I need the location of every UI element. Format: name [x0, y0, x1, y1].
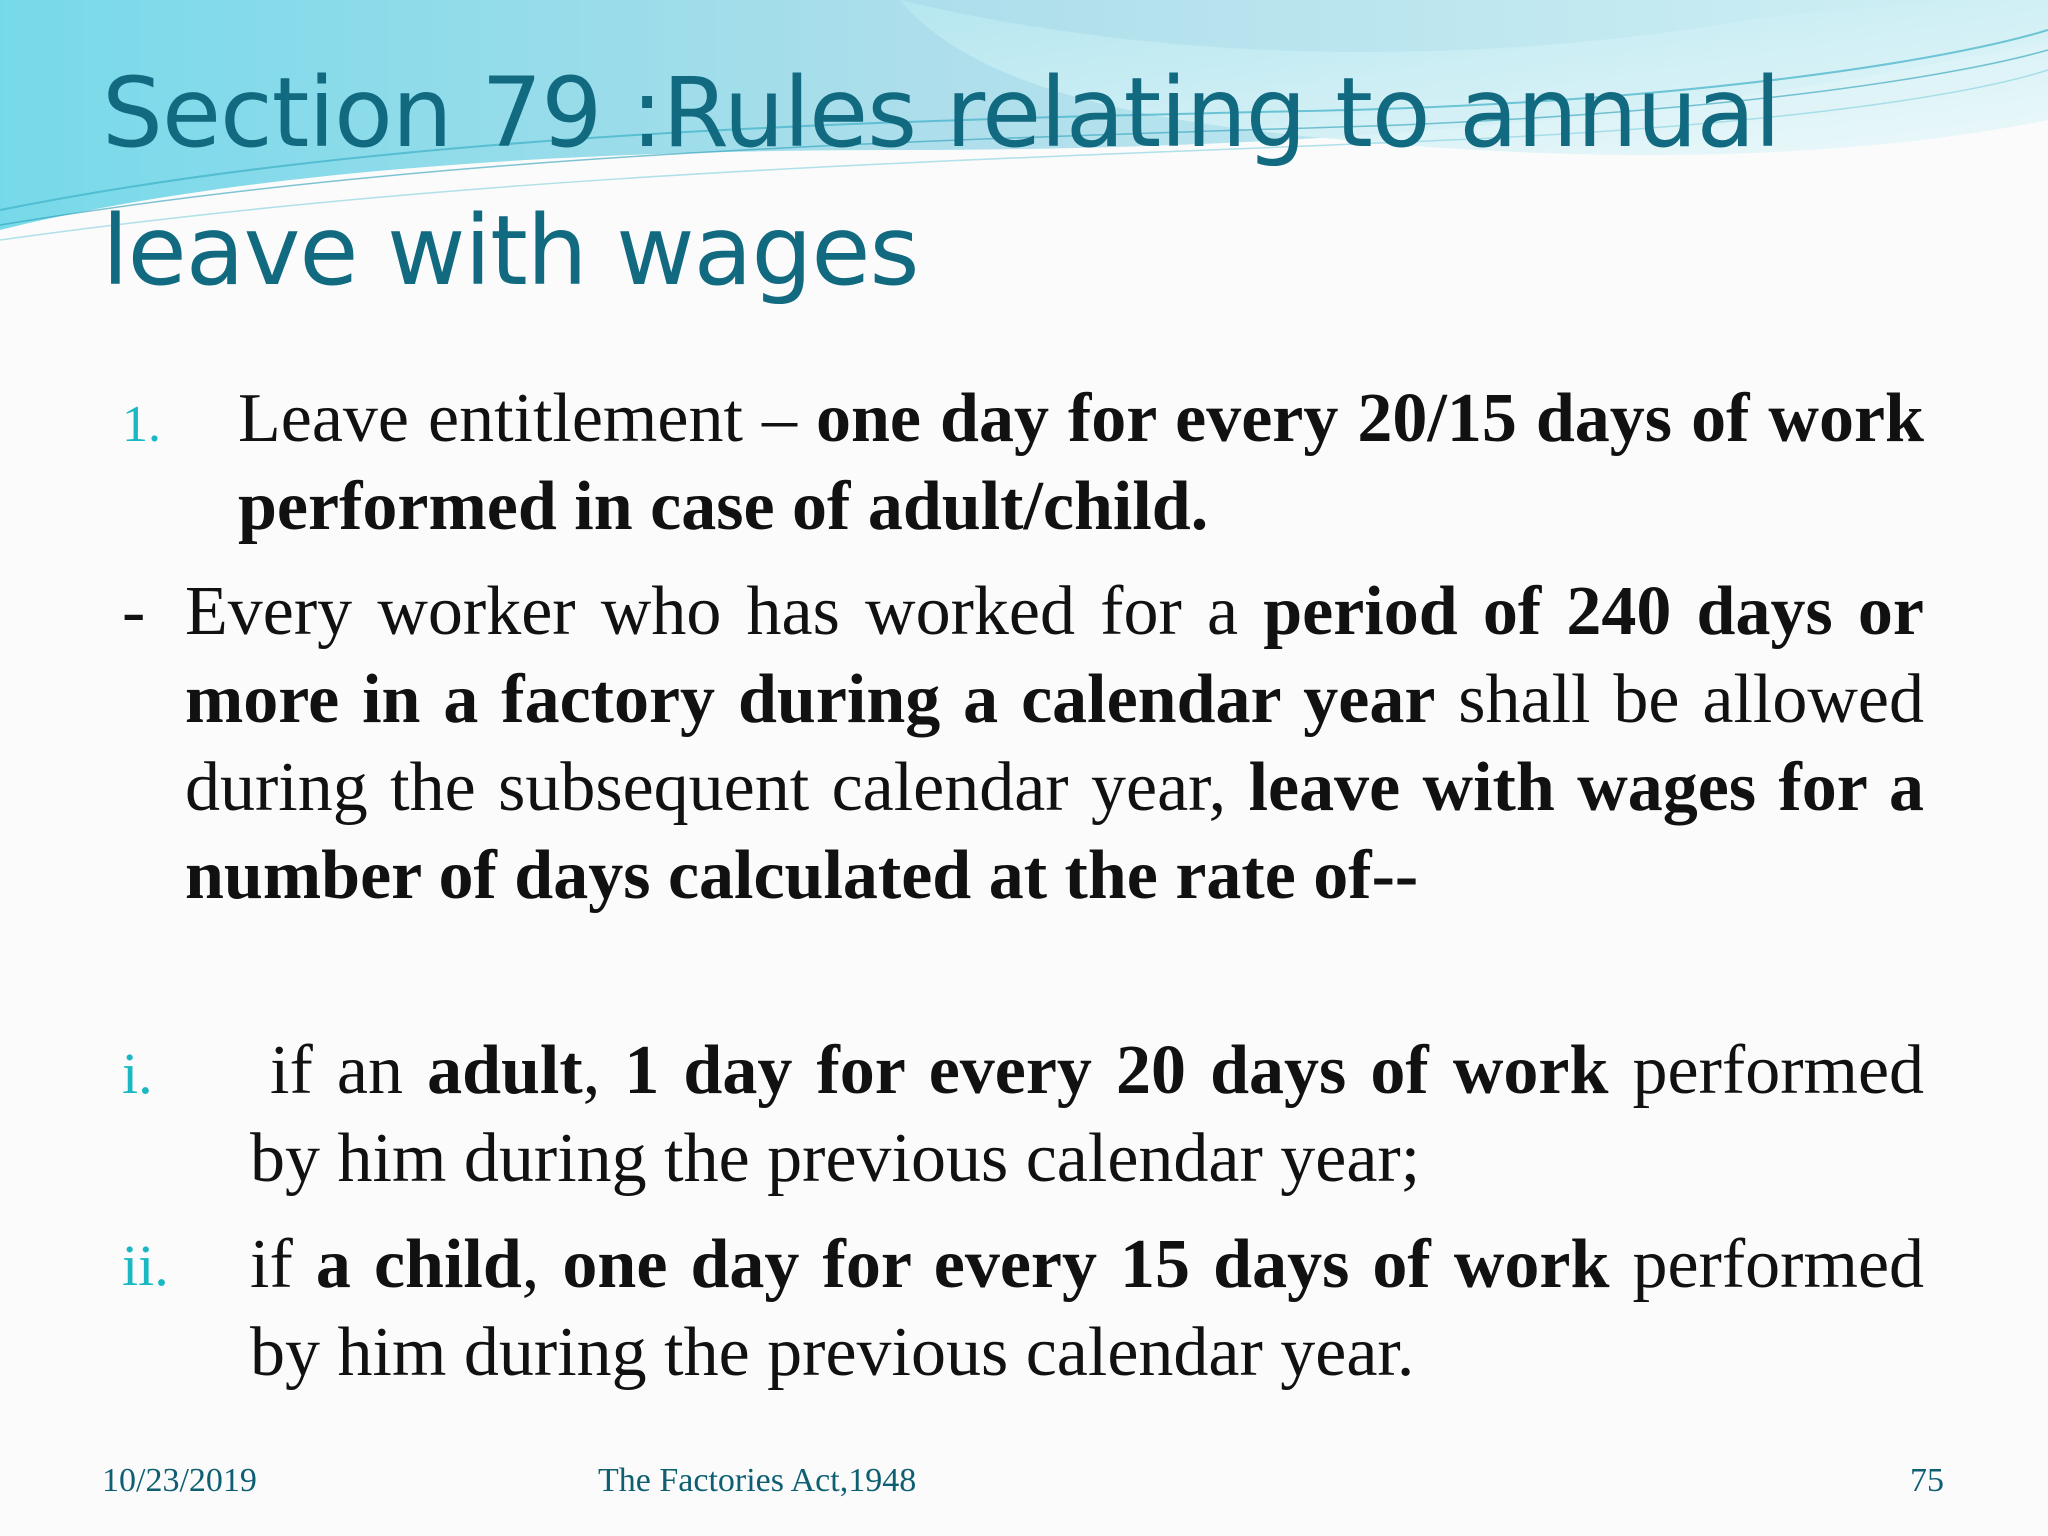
- text-run: ,: [521, 1226, 563, 1303]
- bold-run: one day for every 20/15 days of work performed in case of adult/child.: [238, 380, 1924, 545]
- bold-run: period of 240 days or more in a factory during a calendar year: [185, 573, 1924, 738]
- bold-run: 1 day for every 20 days of work: [624, 1032, 1609, 1109]
- list-item-text: [238, 375, 1924, 551]
- bold-run: adult: [427, 1032, 583, 1109]
- list-marker: i.: [122, 1041, 153, 1106]
- list-marker: -: [122, 573, 146, 650]
- slide-title: Section 79 :Rules relating to annual leave with wages: [102, 57, 1780, 307]
- bold-run: a child: [315, 1226, 522, 1303]
- footer-title: The Factories Act,1948: [598, 1462, 917, 1499]
- text-run: if: [250, 1226, 316, 1303]
- text-run: Every worker who has worked for a: [185, 573, 1264, 650]
- text-run: Leave entitlement –: [238, 380, 816, 457]
- text-run: performed by him during the previous calendar year.: [250, 1226, 1925, 1391]
- text-run: shall be allowed during the subsequent calendar year,: [185, 661, 1924, 826]
- list-marker: ii.: [122, 1233, 169, 1298]
- list-item-text: [250, 1027, 1924, 1203]
- bold-run: one day for every 15 days of work: [562, 1226, 1610, 1303]
- list-item-text: [185, 568, 1924, 920]
- bold-run: leave with wages for a number of days calculated at the rate of--: [185, 749, 1924, 914]
- list-marker: 1.: [122, 396, 161, 453]
- list-item-text: [250, 1221, 1924, 1397]
- text-run: if an: [270, 1032, 428, 1109]
- footer-date: 10/23/2019: [102, 1462, 257, 1499]
- text-run: performed by him during the previous calendar year;: [250, 1032, 1925, 1197]
- text-run: ,: [582, 1032, 625, 1109]
- footer-page-number: 75: [1910, 1462, 1944, 1499]
